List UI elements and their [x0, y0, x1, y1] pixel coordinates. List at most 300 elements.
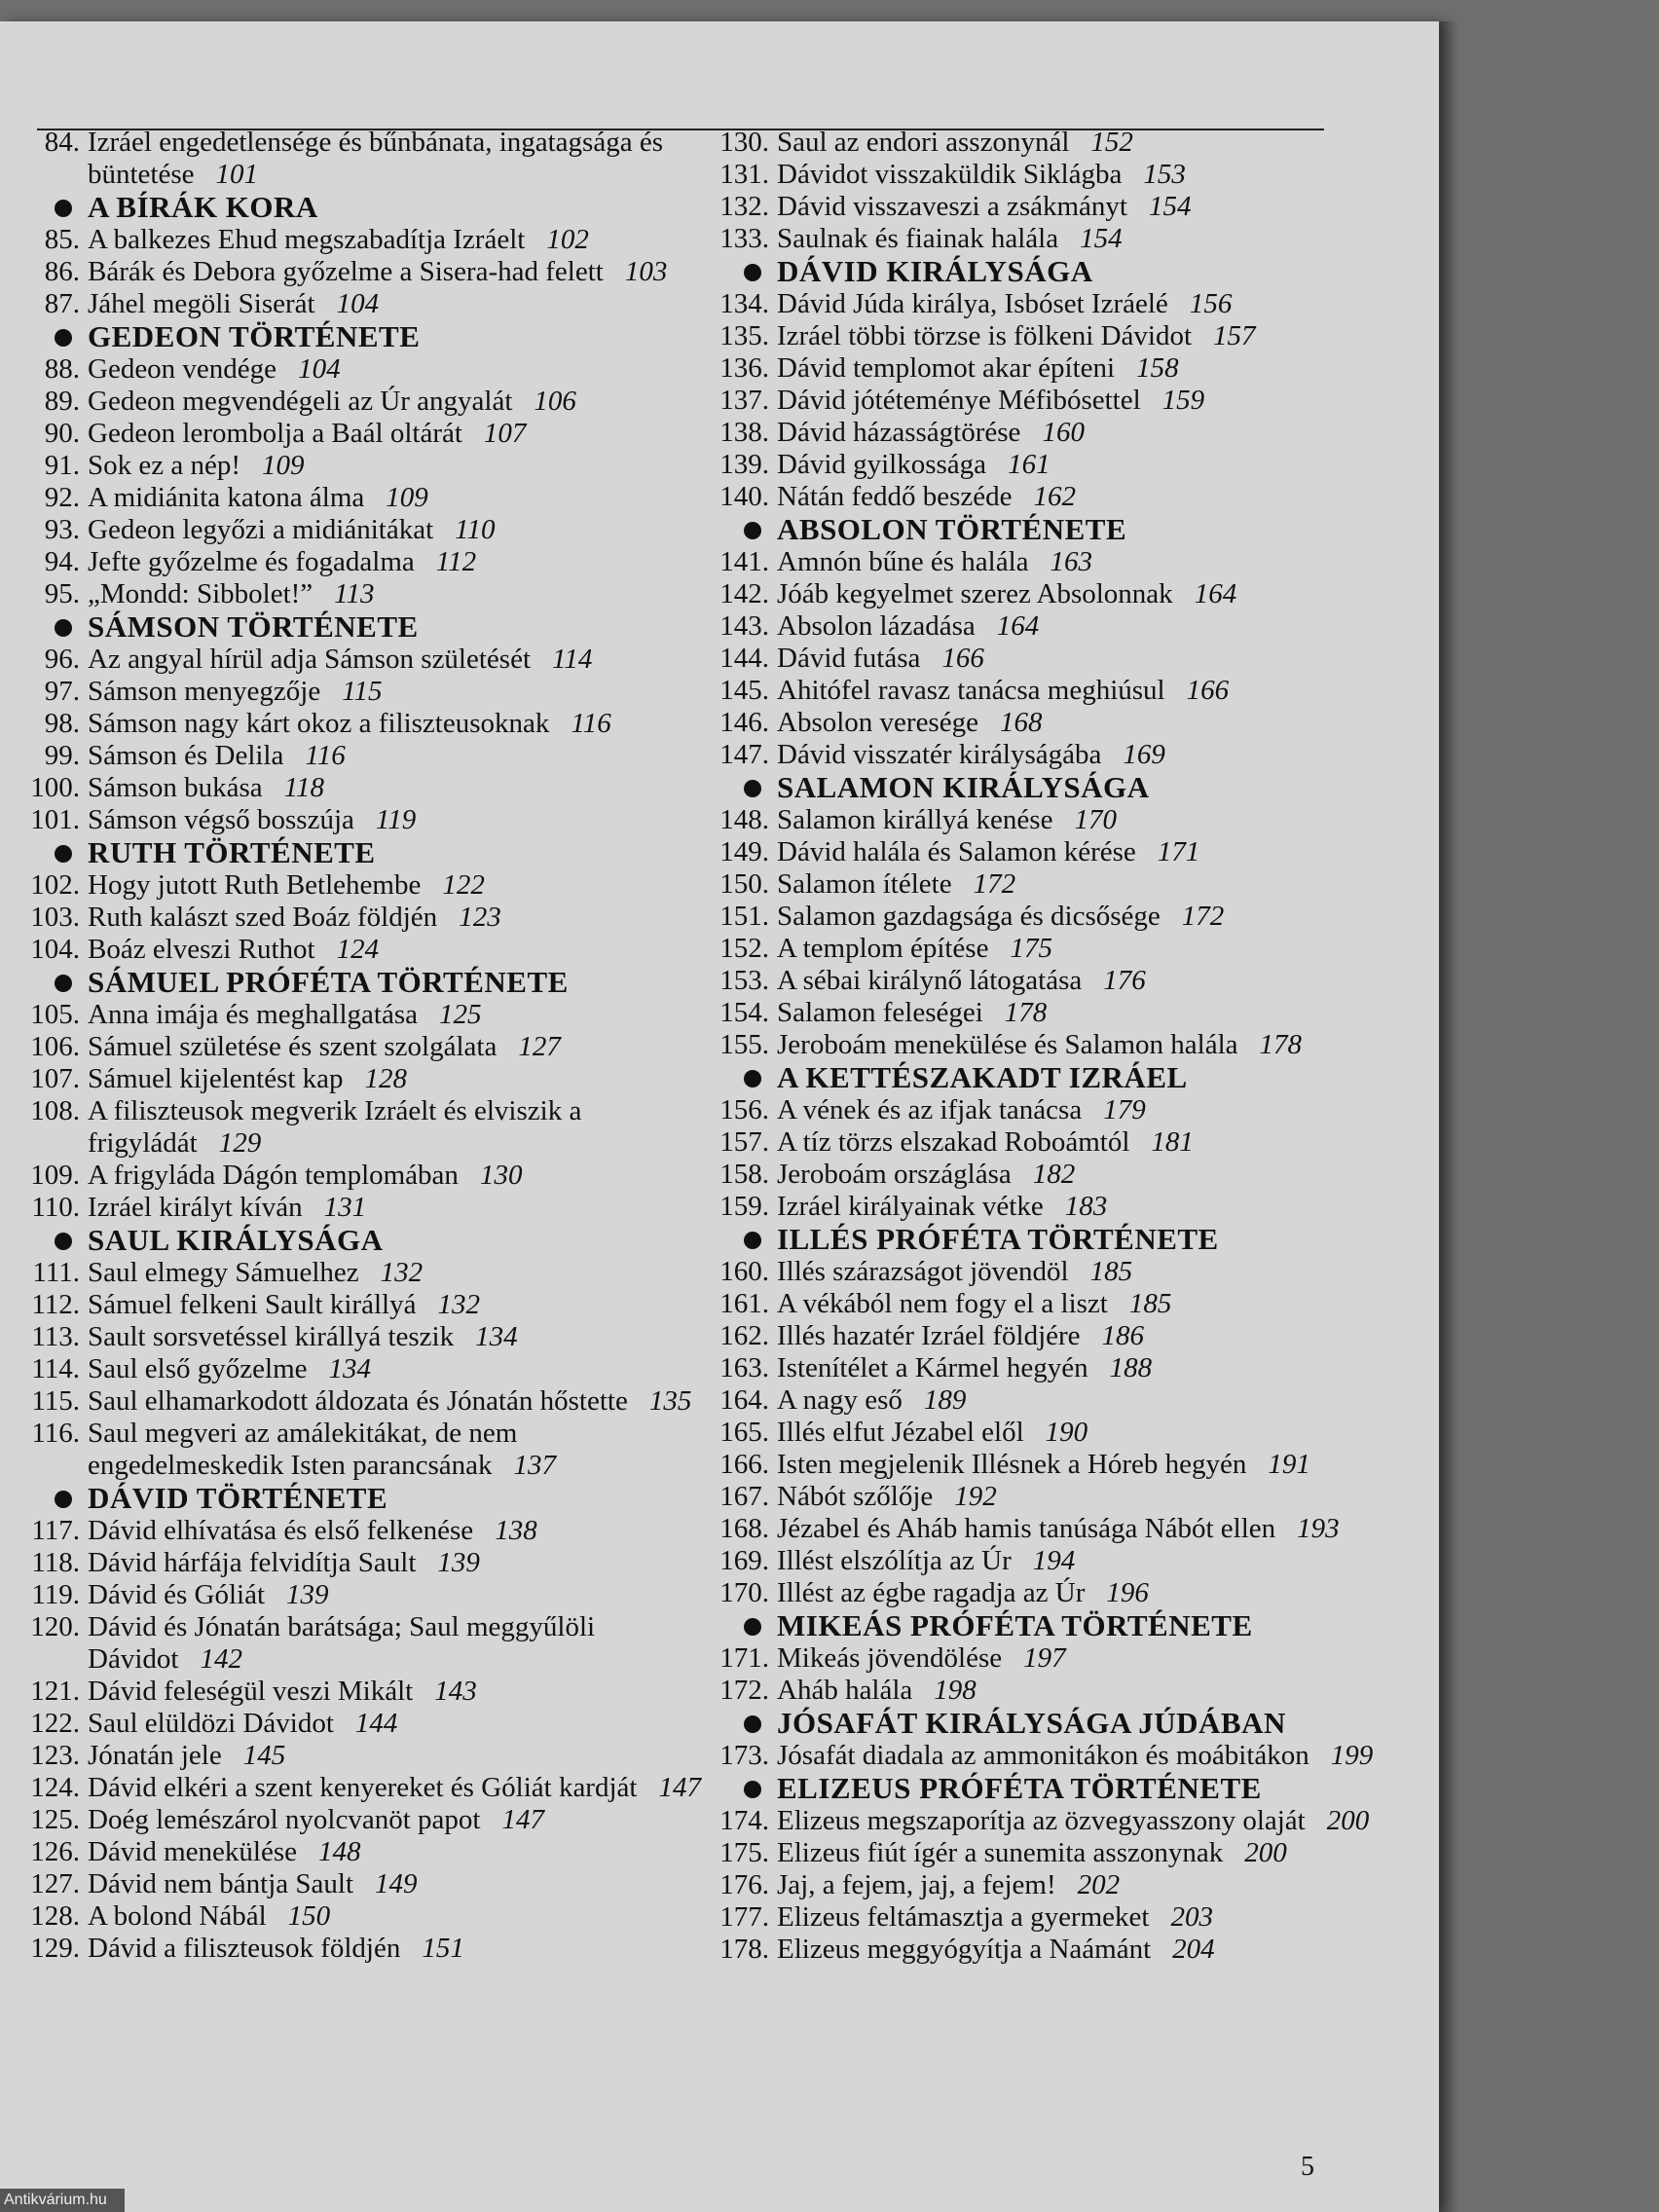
entry-number: 85.: [44, 224, 80, 255]
entry-title: Dávid futása: [777, 643, 921, 674]
toc-entry: [709, 159, 1410, 191]
toc-entry: [19, 1740, 701, 1772]
entry-page: 166: [941, 643, 984, 674]
toc-entry: [19, 869, 701, 902]
toc-entry: [19, 644, 701, 676]
entry-page: 101: [215, 159, 259, 190]
bullet-icon: [55, 845, 72, 863]
entry-number: 175.: [719, 1837, 769, 1868]
entry-title: Anna imája és meghallgatása: [88, 999, 419, 1030]
bullet-icon: [55, 1233, 72, 1250]
toc-left-column: [19, 127, 701, 1965]
entry-number: 120.: [30, 1611, 80, 1642]
entry-title: Gedeon lerombolja a Baál oltárát: [88, 418, 462, 449]
toc-entry: [709, 1934, 1410, 1966]
entry-number: 151.: [719, 901, 769, 932]
toc-entry: [19, 1676, 701, 1708]
entry-title: Amnón bűne és halála: [777, 546, 1029, 577]
toc-entry: [709, 449, 1410, 481]
toc-entry: [709, 1481, 1410, 1513]
entry-number: 112.: [31, 1289, 80, 1320]
entry-number: 100.: [30, 772, 80, 803]
entry-page: 135: [648, 1385, 692, 1417]
entry-number: 144.: [719, 643, 769, 674]
entry-number: 156.: [719, 1094, 769, 1125]
entry-page: 181: [1151, 1126, 1194, 1158]
bullet-icon: [55, 619, 72, 637]
entry-page: 170: [1074, 804, 1117, 835]
entry-title: Sámson nagy kárt okoz a filiszteusoknak: [88, 708, 550, 739]
entry-number: 134.: [719, 288, 769, 319]
entry-title: Jósafát diadala az ammonitákon és moábitákon: [777, 1740, 1309, 1771]
entry-number: 146.: [719, 707, 769, 738]
entry-number: 170.: [719, 1577, 769, 1608]
entry-page: 171: [1157, 836, 1200, 867]
entry-title: A filiszteusok megverik Izráelt és elviszik a frigyládát: [88, 1095, 582, 1159]
entry-page: 200: [1326, 1805, 1370, 1836]
entry-title: Absolon veresége: [777, 707, 978, 738]
toc-entry: [19, 934, 701, 966]
section-heading: [709, 1223, 1410, 1256]
toc-entry: [709, 1191, 1410, 1223]
entry-title: A vékából nem fogy el a liszt: [777, 1288, 1108, 1319]
entry-page: 124: [336, 934, 380, 965]
entry-page: 191: [1268, 1449, 1310, 1480]
entry-page: 107: [483, 418, 527, 449]
entry-page: 116: [305, 740, 346, 771]
entry-title: A vének és az ifjak tanácsa: [777, 1094, 1083, 1125]
entry-number: 165.: [719, 1417, 769, 1448]
entry-title: Izráel királyainak vétke: [777, 1191, 1044, 1222]
entry-page: 142: [200, 1643, 242, 1675]
entry-page: 196: [1106, 1577, 1149, 1608]
entry-number: 160.: [719, 1256, 769, 1287]
bullet-icon: [55, 1491, 72, 1508]
entry-number: 141.: [719, 546, 769, 577]
entry-title: Az angyal hírül adja Sámson születését: [88, 644, 532, 675]
toc-entry: [709, 610, 1410, 643]
entry-number: 97.: [44, 676, 80, 707]
entry-page: 204: [1172, 1934, 1215, 1965]
entry-title: Saul első győzelme: [88, 1353, 308, 1384]
entry-page: 203: [1170, 1901, 1213, 1933]
entry-title: A nagy eső: [777, 1384, 903, 1416]
entry-number: 133.: [719, 223, 769, 254]
entry-page: 139: [437, 1547, 480, 1578]
entry-page: 148: [318, 1836, 361, 1867]
entry-number: 105.: [30, 999, 80, 1030]
section-title: SÁMSON TÖRTÉNETE: [88, 609, 419, 644]
entry-title: Elizeus feltámasztja a gyermeket: [777, 1901, 1150, 1933]
entry-page: 160: [1042, 417, 1085, 448]
book-page: [0, 21, 1439, 2212]
entry-title: Sámuel születése és szent szolgálata: [88, 1031, 498, 1062]
entry-number: 137.: [719, 385, 769, 416]
entry-title: Salamon ítélete: [777, 868, 952, 900]
entry-title: Elizeus meggyógyítja a Naámánt: [777, 1934, 1152, 1965]
entry-page: 144: [354, 1708, 398, 1739]
section-title: SÁMUEL PRÓFÉTA TÖRTÉNETE: [88, 965, 569, 999]
entry-title: Salamon feleségei: [777, 997, 983, 1028]
toc-entry: [709, 933, 1410, 965]
entry-page: 197: [1023, 1642, 1066, 1674]
section-heading: [709, 255, 1410, 288]
section-title: SAUL KIRÁLYSÁGA: [88, 1223, 384, 1257]
toc-entry: [19, 1385, 701, 1418]
entry-title: A templom építése: [777, 933, 989, 964]
entry-page: 132: [437, 1289, 480, 1320]
entry-page: 175: [1010, 933, 1052, 964]
entry-page: 104: [336, 288, 380, 319]
entry-title: Sok ez a nép!: [88, 450, 241, 481]
section-title: RUTH TÖRTÉNETE: [88, 835, 376, 869]
toc-entry: [19, 1353, 701, 1385]
entry-number: 124.: [30, 1772, 80, 1803]
entry-number: 106.: [30, 1031, 80, 1062]
entry-title: A tíz törzs elszakad Roboámtól: [777, 1126, 1130, 1158]
entry-page: 168: [999, 707, 1043, 738]
entry-number: 109.: [30, 1160, 80, 1191]
entry-page: 150: [287, 1900, 331, 1932]
toc-entry: [19, 1031, 701, 1063]
toc-entry: [709, 417, 1410, 449]
entry-number: 172.: [719, 1675, 769, 1706]
entry-number: 157.: [719, 1126, 769, 1158]
bullet-icon: [744, 1232, 761, 1249]
entry-page: 113: [334, 578, 375, 609]
entry-page: 116: [571, 708, 611, 739]
toc-entry: [19, 1547, 701, 1579]
entry-number: 153.: [719, 965, 769, 996]
entry-title: Nábót szőlője: [777, 1481, 934, 1512]
bullet-icon: [55, 975, 72, 992]
toc-entry: [709, 965, 1410, 997]
entry-number: 131.: [719, 159, 769, 190]
entry-number: 129.: [30, 1933, 80, 1964]
section-title: SALAMON KIRÁLYSÁGA: [777, 770, 1150, 804]
entry-page: 114: [552, 644, 593, 675]
entry-number: 130.: [719, 127, 769, 158]
entry-page: 154: [1148, 191, 1192, 222]
entry-number: 91.: [44, 450, 80, 481]
toc-entry: [709, 1288, 1410, 1320]
entry-title: Dávid elkéri a szent kenyereket és Góliát kardját: [88, 1772, 638, 1803]
entry-page: 151: [422, 1933, 464, 1964]
entry-title: Dávid menekülése: [88, 1836, 298, 1867]
toc-entry: [19, 1095, 701, 1160]
entry-number: 174.: [719, 1805, 769, 1836]
entry-number: 93.: [44, 514, 80, 545]
toc-entry: [709, 1029, 1410, 1061]
entry-title: Sámson bukása: [88, 772, 263, 803]
bullet-icon: [55, 200, 72, 217]
toc-entry: [19, 772, 701, 804]
entry-number: 114.: [31, 1353, 80, 1384]
toc-entry: [19, 450, 701, 482]
entry-title: Gedeon vendége: [88, 353, 277, 385]
entry-title: Jónatán jele: [88, 1740, 222, 1771]
entry-title: Ahitófel ravasz tanácsa meghiúsul: [777, 675, 1165, 706]
entry-title: Dávid és Jónatán barátsága; Saul meggyűlöli Dávidot: [88, 1611, 596, 1675]
entry-number: 164.: [719, 1384, 769, 1416]
entry-title: Salamon gazdagsága és dicsősége: [777, 901, 1161, 932]
toc-entry: [709, 901, 1410, 933]
entry-number: 116.: [31, 1418, 80, 1449]
entry-number: 162.: [719, 1320, 769, 1351]
entry-page: 182: [1032, 1159, 1076, 1190]
toc-entry: [709, 1869, 1410, 1901]
entry-title: Saul az endori asszonynál: [777, 127, 1070, 158]
entry-page: 123: [459, 902, 501, 933]
entry-page: 129: [218, 1127, 262, 1159]
toc-entry: [709, 1384, 1410, 1417]
entry-page: 164: [996, 610, 1040, 642]
entry-title: Istenítélet a Kármel hegyén: [777, 1352, 1088, 1383]
entry-number: 125.: [30, 1804, 80, 1835]
entry-number: 150.: [719, 868, 769, 900]
toc-entry: [709, 1675, 1410, 1707]
entry-number: 126.: [30, 1836, 80, 1867]
entry-number: 107.: [30, 1063, 80, 1094]
section-title: DÁVID KIRÁLYSÁGA: [777, 254, 1093, 288]
entry-title: Jeroboám menekülése és Salamon halála: [777, 1029, 1238, 1060]
section-heading: [709, 1609, 1410, 1642]
entry-number: 161.: [719, 1288, 769, 1319]
entry-page: 158: [1136, 352, 1179, 384]
entry-page: 109: [262, 450, 305, 481]
entry-title: Saulnak és fiainak halála: [777, 223, 1059, 254]
entry-title: Illést az égbe ragadja az Úr: [777, 1577, 1086, 1608]
toc-entry: [19, 804, 701, 836]
entry-number: 110.: [31, 1192, 80, 1223]
entry-number: 145.: [719, 675, 769, 706]
entry-title: Hogy jutott Ruth Betlehembe: [88, 869, 422, 901]
entry-number: 99.: [44, 740, 80, 771]
section-heading: [709, 771, 1410, 804]
bullet-icon: [744, 1618, 761, 1636]
toc-entry: [19, 1515, 701, 1547]
entry-title: Saul megveri az amálekitákat, de nem engedelmeskedik Isten parancsának: [88, 1418, 518, 1481]
entry-page: 131: [323, 1192, 367, 1223]
toc-entry: [709, 997, 1410, 1029]
entry-page: 122: [442, 869, 485, 901]
toc-entry: [19, 578, 701, 610]
toc-entry: [19, 1611, 701, 1676]
toc-entry: [709, 578, 1410, 610]
entry-page: 128: [364, 1063, 408, 1094]
toc-entry: [19, 418, 701, 450]
toc-entry: [19, 546, 701, 578]
toc-entry: [709, 352, 1410, 385]
entry-number: 148.: [719, 804, 769, 835]
entry-title: Jézabel és Aháb hamis tanúsága Nábót ellen: [777, 1513, 1276, 1544]
entry-title: Sámuel kijelentést kap: [88, 1063, 344, 1094]
section-heading: [19, 1224, 701, 1257]
section-heading: [709, 1772, 1410, 1805]
entry-page: 186: [1101, 1320, 1145, 1351]
toc-entry: [709, 1805, 1410, 1837]
entry-page: 153: [1143, 159, 1186, 190]
entry-page: 137: [513, 1450, 556, 1481]
section-title: ELIZEUS PRÓFÉTA TÖRTÉNETE: [777, 1771, 1262, 1805]
section-heading: [19, 1482, 701, 1515]
entry-page: 127: [518, 1031, 561, 1062]
bullet-icon: [744, 264, 761, 281]
toc-entry: [19, 999, 701, 1031]
entry-number: 166.: [719, 1449, 769, 1480]
toc-entry: [19, 1418, 701, 1482]
entry-title: Ruth kalászt szed Boáz földjén: [88, 902, 438, 933]
entry-page: 149: [375, 1868, 418, 1899]
toc-entry: [709, 1159, 1410, 1191]
section-heading: [19, 836, 701, 869]
entry-page: 102: [546, 224, 589, 255]
entry-page: 134: [328, 1353, 372, 1384]
entry-page: 189: [923, 1384, 967, 1416]
toc-entry: [19, 1933, 701, 1965]
entry-title: Aháb halála: [777, 1675, 913, 1706]
toc-entry: [709, 707, 1410, 739]
toc-entry: [19, 708, 701, 740]
toc-entry: [19, 127, 701, 191]
entry-page: 176: [1103, 965, 1146, 996]
toc-entry: [19, 676, 701, 708]
entry-number: 119.: [31, 1579, 80, 1610]
page-number: 5: [1301, 2152, 1314, 2182]
toc-entry: [709, 320, 1410, 352]
entry-number: 142.: [719, 578, 769, 609]
entry-number: 135.: [719, 320, 769, 351]
toc-entry: [19, 1321, 701, 1353]
entry-title: Sámson végső bosszúja: [88, 804, 354, 835]
entry-title: Dávid visszaveszi a zsákmányt: [777, 191, 1127, 222]
entry-page: 202: [1077, 1869, 1121, 1900]
entry-page: 192: [954, 1481, 997, 1512]
entry-title: Dávid visszatér királyságába: [777, 739, 1102, 770]
entry-title: Saul elhamarkodott áldozata és Jónatán hőstette: [88, 1385, 628, 1417]
entry-page: 112: [435, 546, 477, 577]
entry-number: 101.: [30, 804, 80, 835]
toc-entry: [709, 675, 1410, 707]
bullet-icon: [744, 1715, 761, 1733]
entry-page: 157: [1213, 320, 1256, 351]
entry-number: 158.: [719, 1159, 769, 1190]
entry-title: Mikeás jövendölése: [777, 1642, 1003, 1674]
entry-page: 178: [1259, 1029, 1303, 1060]
entry-number: 87.: [44, 288, 80, 319]
entry-number: 147.: [719, 739, 769, 770]
entry-page: 109: [386, 482, 428, 513]
entry-page: 194: [1032, 1545, 1076, 1576]
section-title: ABSOLON TÖRTÉNETE: [777, 512, 1127, 546]
section-title: GEDEON TÖRTÉNETE: [88, 319, 421, 353]
entry-number: 139.: [719, 449, 769, 480]
entry-title: Gedeon legyőzi a midiánitákat: [88, 514, 434, 545]
entry-page: 179: [1103, 1094, 1146, 1125]
entry-page: 106: [534, 386, 576, 417]
section-title: DÁVID TÖRTÉNETE: [88, 1481, 388, 1515]
entry-number: 98.: [44, 708, 80, 739]
entry-title: Dávid elhívatása és első felkenése: [88, 1515, 474, 1546]
entry-title: Boáz elveszi Ruthot: [88, 934, 315, 965]
toc-entry: [19, 288, 701, 320]
entry-number: 132.: [719, 191, 769, 222]
entry-title: Saul elüldözi Dávidot: [88, 1708, 334, 1739]
entry-page: 132: [380, 1257, 424, 1288]
entry-number: 155.: [719, 1029, 769, 1060]
entry-title: Isten megjelenik Illésnek a Hóreb hegyén: [777, 1449, 1247, 1480]
entry-number: 118.: [31, 1547, 80, 1578]
entry-title: Illés hazatér Izráel földjére: [777, 1320, 1081, 1351]
toc-entry: [709, 1256, 1410, 1288]
entry-number: 149.: [719, 836, 769, 867]
toc-entry: [19, 482, 701, 514]
toc-entry: [709, 288, 1410, 320]
entry-title: Dávid házasságtörése: [777, 417, 1021, 448]
entry-number: 86.: [44, 256, 80, 287]
entry-title: A sébai királynő látogatása: [777, 965, 1083, 996]
entry-title: Salamon királlyá kenése: [777, 804, 1053, 835]
toc-entry: [709, 643, 1410, 675]
entry-page: 156: [1189, 288, 1233, 319]
entry-title: Dávid nem bántja Sault: [88, 1868, 354, 1899]
entry-number: 169.: [719, 1545, 769, 1576]
entry-page: 139: [286, 1579, 329, 1610]
entry-page: 172: [973, 868, 1016, 900]
entry-number: 108.: [30, 1095, 80, 1126]
entry-title: Jaj, a fejem, jaj, a fejem!: [777, 1869, 1056, 1900]
entry-title: Dávid hárfája felvidítja Sault: [88, 1547, 417, 1578]
watermark: Antikvárium.hu: [0, 2189, 125, 2212]
section-title: ILLÉS PRÓFÉTA TÖRTÉNETE: [777, 1222, 1219, 1256]
entry-page: 145: [242, 1740, 286, 1771]
entry-title: Illés szárazságot jövendöl: [777, 1256, 1069, 1287]
bullet-icon: [744, 522, 761, 539]
entry-number: 103.: [30, 902, 80, 933]
entry-number: 178.: [719, 1934, 769, 1965]
entry-page: 172: [1181, 901, 1225, 932]
entry-number: 104.: [30, 934, 80, 965]
bullet-icon: [744, 1070, 761, 1088]
entry-page: 159: [1161, 385, 1205, 416]
toc-entry: [19, 1257, 701, 1289]
toc-entry: [19, 224, 701, 256]
toc-entry: [709, 1837, 1410, 1869]
section-heading: [19, 610, 701, 644]
entry-page: 152: [1090, 127, 1133, 158]
entry-number: 95.: [44, 578, 80, 609]
section-heading: [19, 966, 701, 999]
entry-title: Izráel királyt kíván: [88, 1192, 303, 1223]
toc-right-column: [709, 127, 1410, 1966]
entry-page: 154: [1080, 223, 1123, 254]
toc-entry: [19, 256, 701, 288]
entry-number: 90.: [44, 418, 80, 449]
toc-entry: [19, 1160, 701, 1192]
toc-entry: [709, 1513, 1410, 1545]
entry-number: 154.: [719, 997, 769, 1028]
entry-number: 136.: [719, 352, 769, 384]
section-heading: [709, 1707, 1410, 1740]
entry-number: 163.: [719, 1352, 769, 1383]
entry-page: 161: [1008, 449, 1051, 480]
entry-page: 183: [1064, 1191, 1108, 1222]
entry-title: Elizeus fiút ígér a sunemita asszonynak: [777, 1837, 1224, 1868]
toc-entry: [709, 546, 1410, 578]
entry-number: 113.: [31, 1321, 80, 1352]
entry-title: Elizeus megszaporítja az özvegyasszony olaját: [777, 1805, 1306, 1836]
entry-page: 163: [1050, 546, 1093, 577]
